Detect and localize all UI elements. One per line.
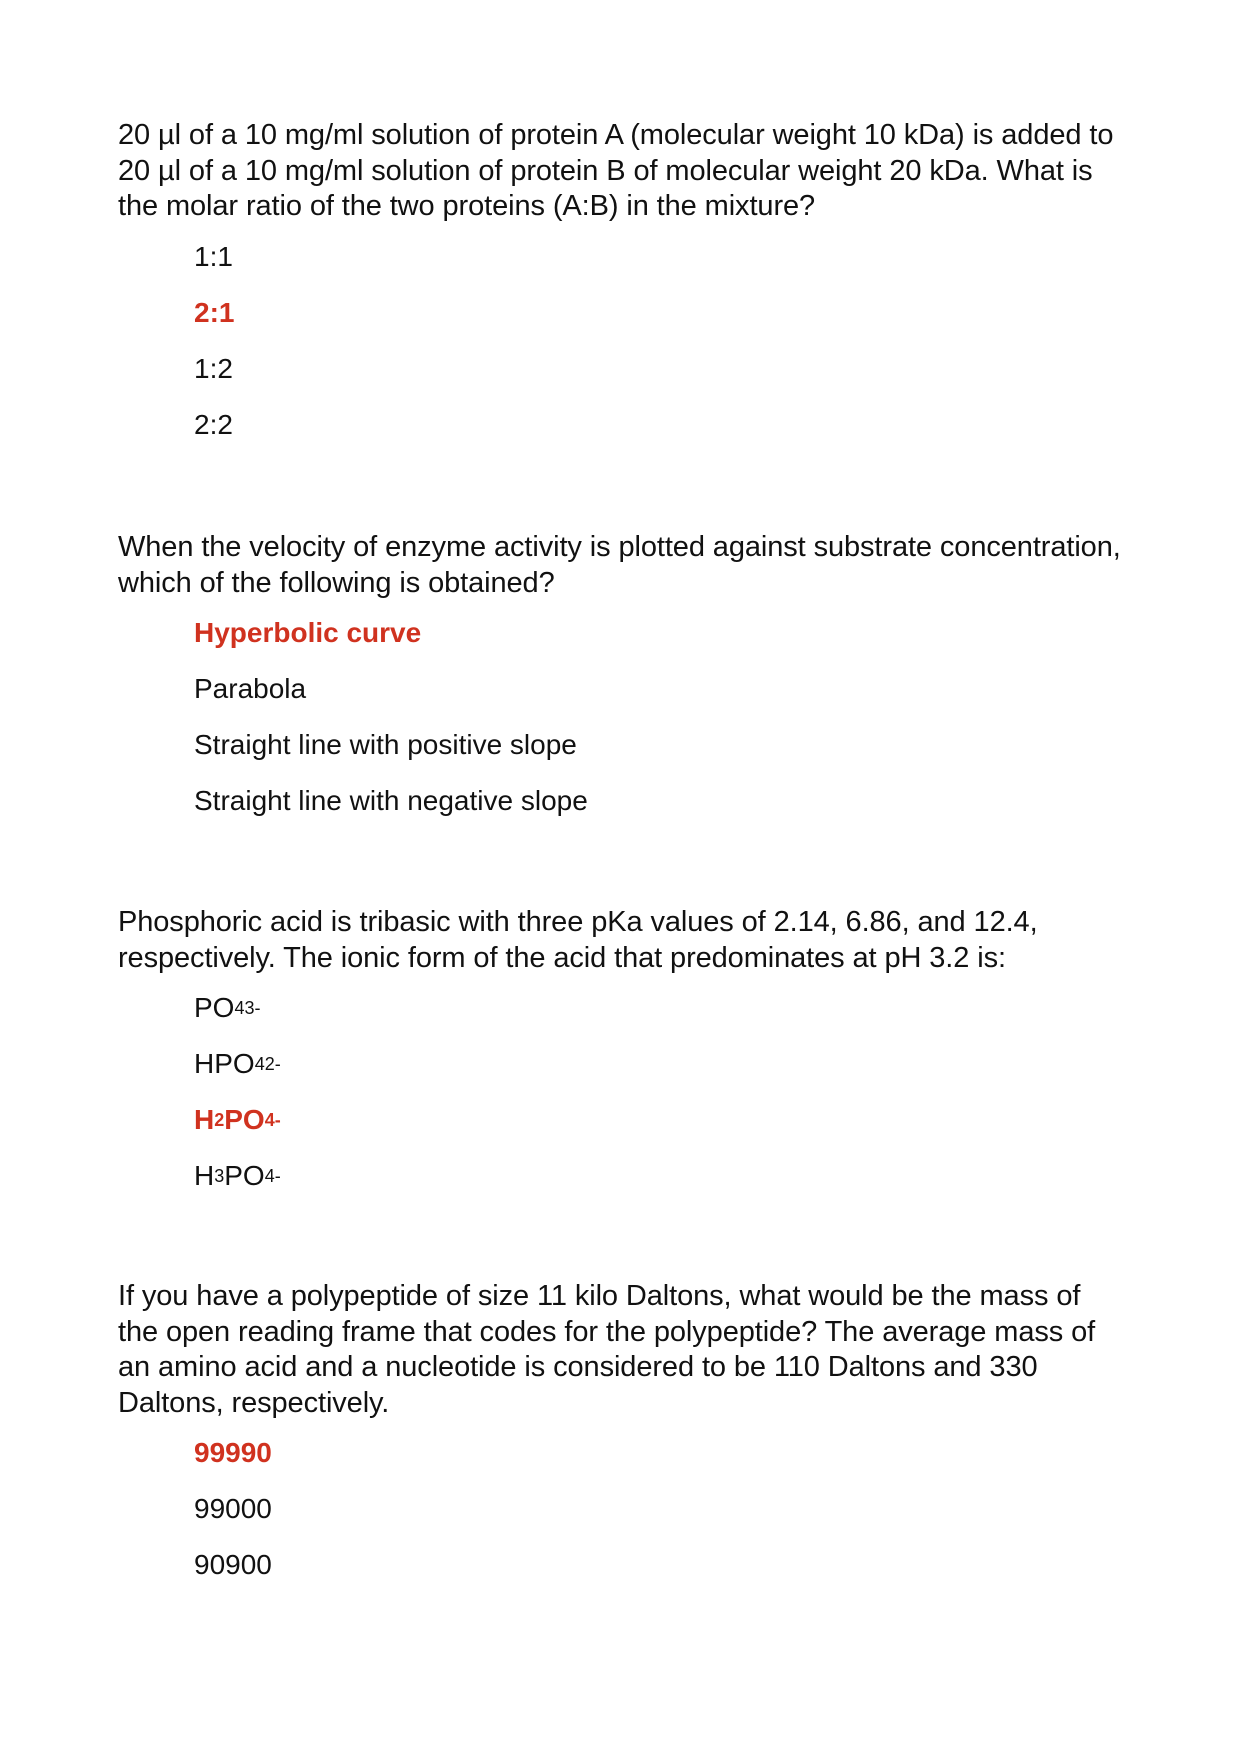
question-text: When the velocity of enzyme activity is plotted against substrate concentration, which of the following is obtained?: [118, 531, 1121, 599]
answer-option: Straight line with negative slope: [194, 785, 588, 816]
answer-option: Parabola: [194, 673, 307, 704]
answer-option: Straight line with positive slope: [194, 729, 577, 760]
question-1: [118, 118, 1128, 453]
answer-option-correct: 99990: [194, 1437, 272, 1468]
answer-option: PO 4 3-: [194, 992, 261, 1023]
question-3: [118, 905, 1128, 1204]
answer-option: 1:1: [194, 240, 233, 272]
question-text: Phosphoric acid is tribasic with three pKa values of 2.14, 6.86, and 12.4, respectively. The ionic form of the acid that predominates at pH 3.2 is:: [118, 906, 1038, 974]
question-text: 20 µl of a 10 mg/ml solution of protein A (molecular weight 10 kDa) is added to 20 µl of a 10 mg/ml solution of protein B of molecular weight 20 kDa. What is the molar ratio of the two proteins (A:B) in the mixture?: [118, 119, 1114, 222]
answer-option: 2:2: [194, 408, 233, 440]
formula-text: HPO: [194, 1048, 255, 1079]
formula-text: PO: [194, 992, 235, 1023]
answer-option-correct: Hyperbolic curve: [194, 617, 422, 648]
formula-text: H: [194, 1160, 215, 1191]
question-4: [118, 1279, 1128, 1593]
answer-options: [118, 605, 1128, 829]
answer-option: H 3 PO 4-: [194, 1160, 281, 1191]
formula-text: PO: [224, 1104, 265, 1135]
answer-options: [118, 1425, 1128, 1593]
question-2: [118, 530, 1128, 829]
answer-option: HPO 4 2-: [194, 1048, 281, 1079]
formula-text: PO: [224, 1160, 265, 1191]
answer-options: [118, 229, 1128, 453]
formula-text: H: [194, 1104, 215, 1135]
answer-option: 90900: [194, 1549, 272, 1580]
answer-option: 99000: [194, 1493, 272, 1524]
answer-option-correct: 2:1: [194, 296, 235, 328]
answer-options: [118, 980, 1128, 1204]
question-text: If you have a polypeptide of size 11 kilo Daltons, what would be the mass of the open reading frame that codes for the polypeptide? The average mass of an amino acid and a nucleotide is considered to be 110 Daltons and 330 Daltons, respectively.: [118, 1280, 1096, 1419]
answer-option-correct: H 2 PO 4-: [194, 1104, 281, 1135]
answer-option: 1:2: [194, 352, 233, 384]
